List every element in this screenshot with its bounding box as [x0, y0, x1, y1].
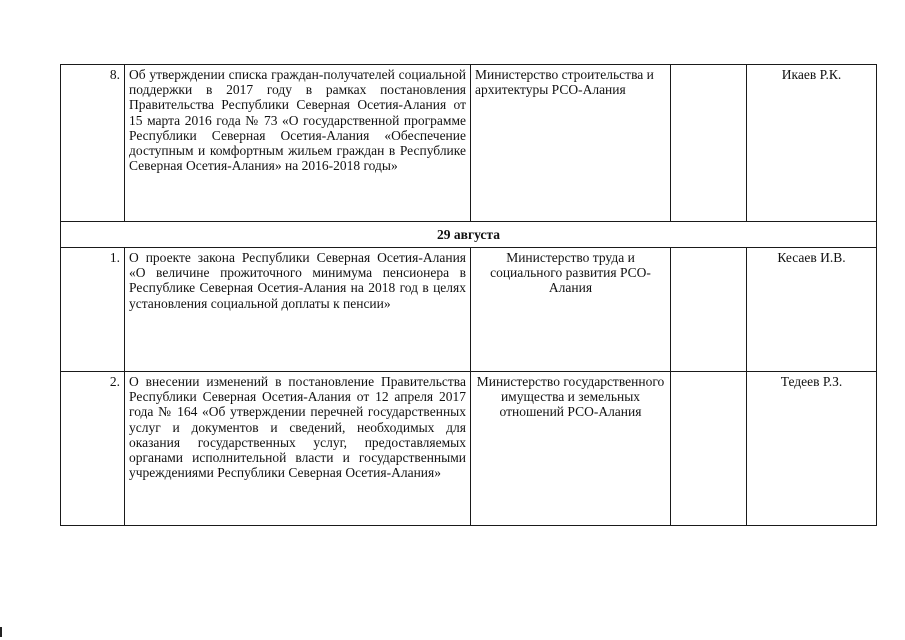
- item-title: Об утверждении списка граждан-получателей социальной поддержки в 2017 году в рамках постановления Правительства Республики Северная Осетия-Алания от 15 марта 2016 года № 73 «О государственной программе Республики Северная Осетия-Алания «Обеспечение доступным и комфортным жильем граждан в Республике Северная Осетия-Алания» на 2016-2018 годы»: [125, 65, 471, 222]
- responsible-ministry: Министерство труда и социального развития РСО-Алания: [471, 248, 671, 372]
- responsible-person: Кесаев И.В.: [747, 248, 877, 372]
- table-row: [61, 372, 877, 526]
- empty-cell: [671, 248, 747, 372]
- empty-cell: [671, 372, 747, 526]
- empty-cell: [671, 65, 747, 222]
- responsible-person: Икаев Р.К.: [747, 65, 877, 222]
- item-title: О проекте закона Республики Северная Осетия-Алания «О величине прожиточного минимума пенсионера в Республике Северная Осетия-Алания на 2018 год в целях установления социальной доплаты к пенсии»: [125, 248, 471, 372]
- plan-table: [60, 64, 877, 526]
- table-row: [61, 248, 877, 372]
- date-section-row: [61, 222, 877, 248]
- section-date: 29 августа: [61, 222, 877, 248]
- row-number: 8.: [61, 65, 125, 222]
- responsible-person: Тедеев Р.З.: [747, 372, 877, 526]
- table-row: [61, 65, 877, 222]
- scan-edge-mark: [0, 627, 2, 637]
- row-number: 2.: [61, 372, 125, 526]
- responsible-ministry: Министерство строительства и архитектуры РСО-Алания: [471, 65, 671, 222]
- row-number: 1.: [61, 248, 125, 372]
- responsible-ministry: Министерство государственного имущества и земельных отношений РСО-Алания: [471, 372, 671, 526]
- item-title: О внесении изменений в постановление Правительства Республики Северная Осетия-Алания от 12 апреля 2017 года № 164 «Об утверждении перечней государственных услуг и документов и сведений, необходимых для оказания государственных услуг, предоставляемых органами исполнительной власти и государственными учреждениями Республики Северная Осетия-Алания»: [125, 372, 471, 526]
